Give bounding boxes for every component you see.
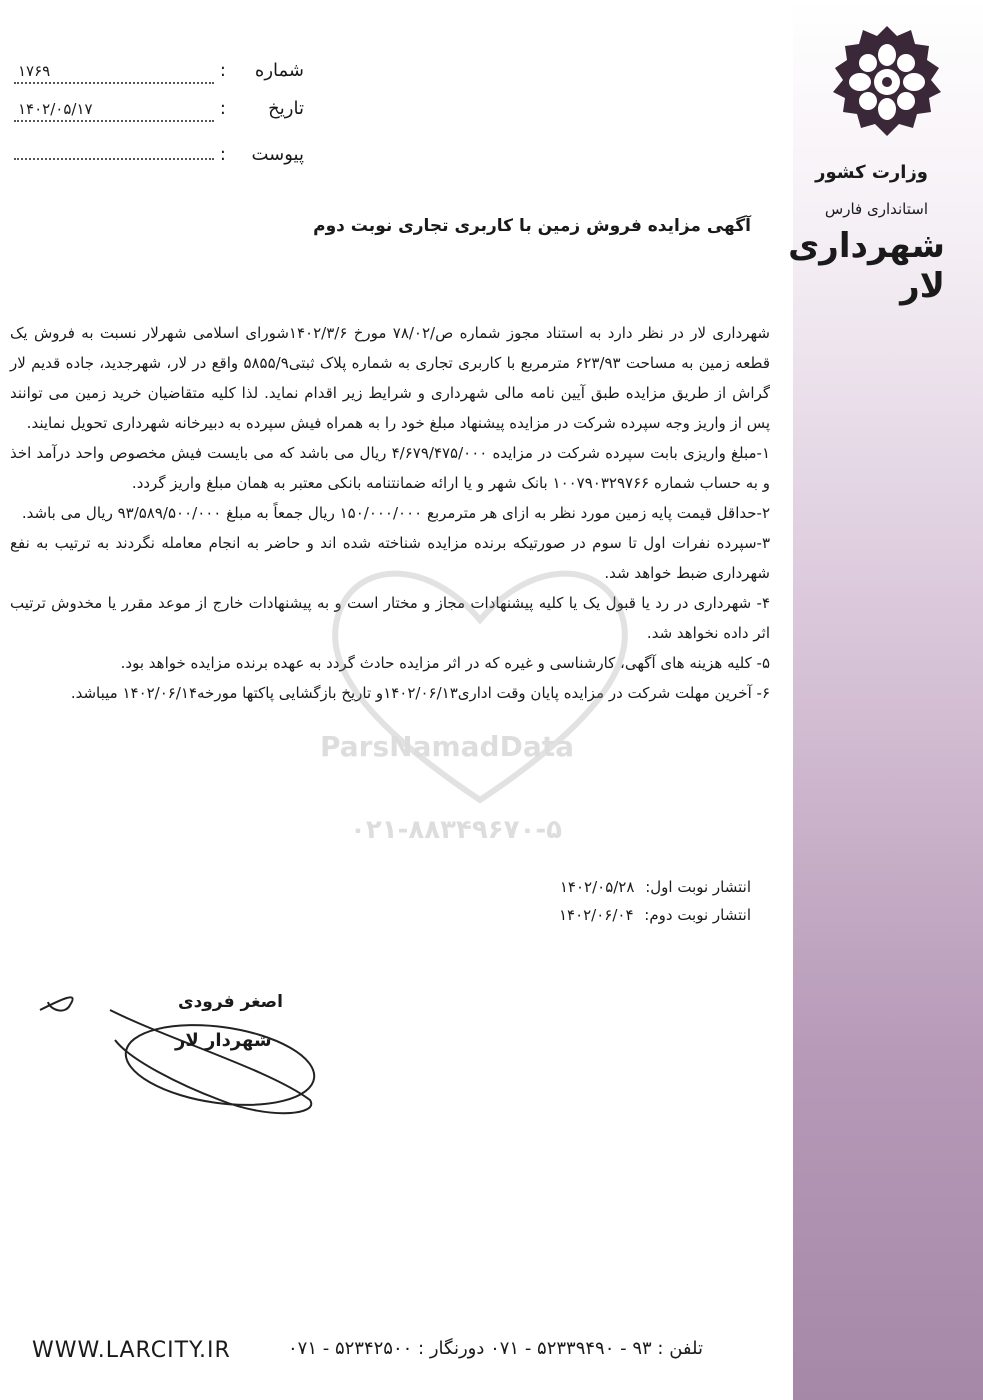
province-name: استانداری فارس xyxy=(824,200,928,218)
watermark-phone: ۰۲۱-۸۸۳۴۹۶۷۰-۵ xyxy=(350,815,563,845)
letter-date-value: ۱۴۰۲/۰۵/۱۷ xyxy=(14,100,214,122)
contact-numbers: تلفن : ۹۳ - ۵۲۳۳۹۴۹۰ - ۰۷۱ دورنگار : ۵۲۳۴۲۵۰۰ - ۰۷۱ xyxy=(288,1338,703,1359)
first-publication-label: انتشار نوبت اول: xyxy=(645,878,751,896)
notice-body xyxy=(10,318,770,708)
letter-number-value: ۱۷۶۹ xyxy=(14,62,214,84)
condition-item-5: ۵- کلیه هزینه های آگهی، کارشناسی و غیره که در اثر مزایده حادث گردد به عهده برنده مزایده خواهد بود. xyxy=(120,654,770,672)
website-url: WWW.LARCITY.IR xyxy=(32,1338,231,1363)
first-publication-date: ۱۴۰۲/۰۵/۲۸ xyxy=(559,878,635,896)
second-publication-date: ۱۴۰۲/۰۶/۰۴ xyxy=(558,906,634,924)
letterhead-sidebar xyxy=(788,0,983,1400)
condition-item-3: ۳-سپرده نفرات اول تا سوم در صورتیکه برنده مزایده شناخته شده اند و حاضر به انجام معامله نگردند به ترتیب به نفع شهرداری ضبط خواهد شد. xyxy=(10,534,770,582)
condition-item-4: ۴- شهرداری در رد یا قبول یک یا کلیه پیشنهادات مجاز و مختار است و به پیشنهادات خارج از موعد مقرر یا مخدوش ترتیب اثر داده نخواهد شد. xyxy=(10,594,770,642)
condition-item-6: ۶- آخرین مهلت شرکت در مزایده پایان وقت اداری۱۴۰۲/۰۶/۱۳و تاریخ بازگشایی پاکتها مورخه۱۴۰۲/۰۶/۱۴ میباشد. xyxy=(70,684,770,702)
letter-date-field: تاریخ : ۱۴۰۲/۰۵/۱۷ xyxy=(14,98,304,126)
second-publication xyxy=(559,906,751,924)
signer-title: شهردار لار xyxy=(175,1030,272,1051)
attachment-field: پیوست : xyxy=(14,138,304,166)
ministry-name: وزارت کشور xyxy=(815,162,928,183)
notice-title: آگهی مزایده فروش زمین با کاربری تجاری نوبت دوم xyxy=(313,216,751,236)
condition-item-2: ۲-حداقل قیمت پایه زمین مورد نظر به ازای هر مترمربع ۱۵۰/۰۰۰/۰۰۰ ریال جمعاً به مبلغ ۹۳/۵۸۹/۵۰۰/۰۰۰ ریال می باشد. xyxy=(21,504,770,522)
attachment-label: پیوست xyxy=(251,144,304,165)
watermark-brand: ParsNamadData xyxy=(320,730,574,763)
signer-name: اصغر فرودی xyxy=(178,992,283,1012)
condition-item-1: ۱-مبلغ واریزی بابت سپرده شرکت در مزایده ۴/۶۷۹/۴۷۵/۰۰۰ ریال می باشد که می بایست فیش مخصوص واحد درآمد اخذ و به حساب شماره ۱۰۰۷۹۰۳۲۹۷۶۶ بانک شهر و یا ارائه ضمانتنامه بانکی معتبر به همان مبلغ واریز گردد. xyxy=(10,444,770,492)
intro-paragraph: شهرداری لار در نظر دارد به استناد مجوز شماره ص/۷۸/۰۲ مورخ ۱۴۰۲/۳/۶شورای اسلامی شهرلار نسبت به فروش یک قطعه زمین به مساحت ۶۲۳/۹۳ مترمربع با کاربری تجاری به شماره پلاک ثبتی۵۸۵۵/۹ واقع در لار، شهرجدید، جاده قدیم لار گراش از طریق مزایده طبق آیین نامه مالی شهرداری و شرایط زیر اقدام نماید. لذا کلیه متقاضیان خرید زمین می توانند پس از واریز وجه سپرده شرکت در مزایده پیشنهاد مبلغ خود را به همراه فیش سپرده به دبیرخانه شهرداری تحویل نمایند. xyxy=(10,324,770,432)
letter-date-label: تاریخ xyxy=(268,98,304,119)
first-publication xyxy=(560,878,751,896)
letter-number-field: شماره : ۱۷۶۹ xyxy=(14,60,304,88)
municipality-emblem-icon xyxy=(827,22,947,142)
sidebar-calligraphy-watermark xyxy=(803,830,973,1350)
attachment-value xyxy=(14,138,214,160)
municipality-name: شهرداری لار xyxy=(788,226,945,306)
second-publication-label: انتشار نوبت دوم: xyxy=(644,906,751,924)
letter-number-label: شماره xyxy=(254,60,304,81)
